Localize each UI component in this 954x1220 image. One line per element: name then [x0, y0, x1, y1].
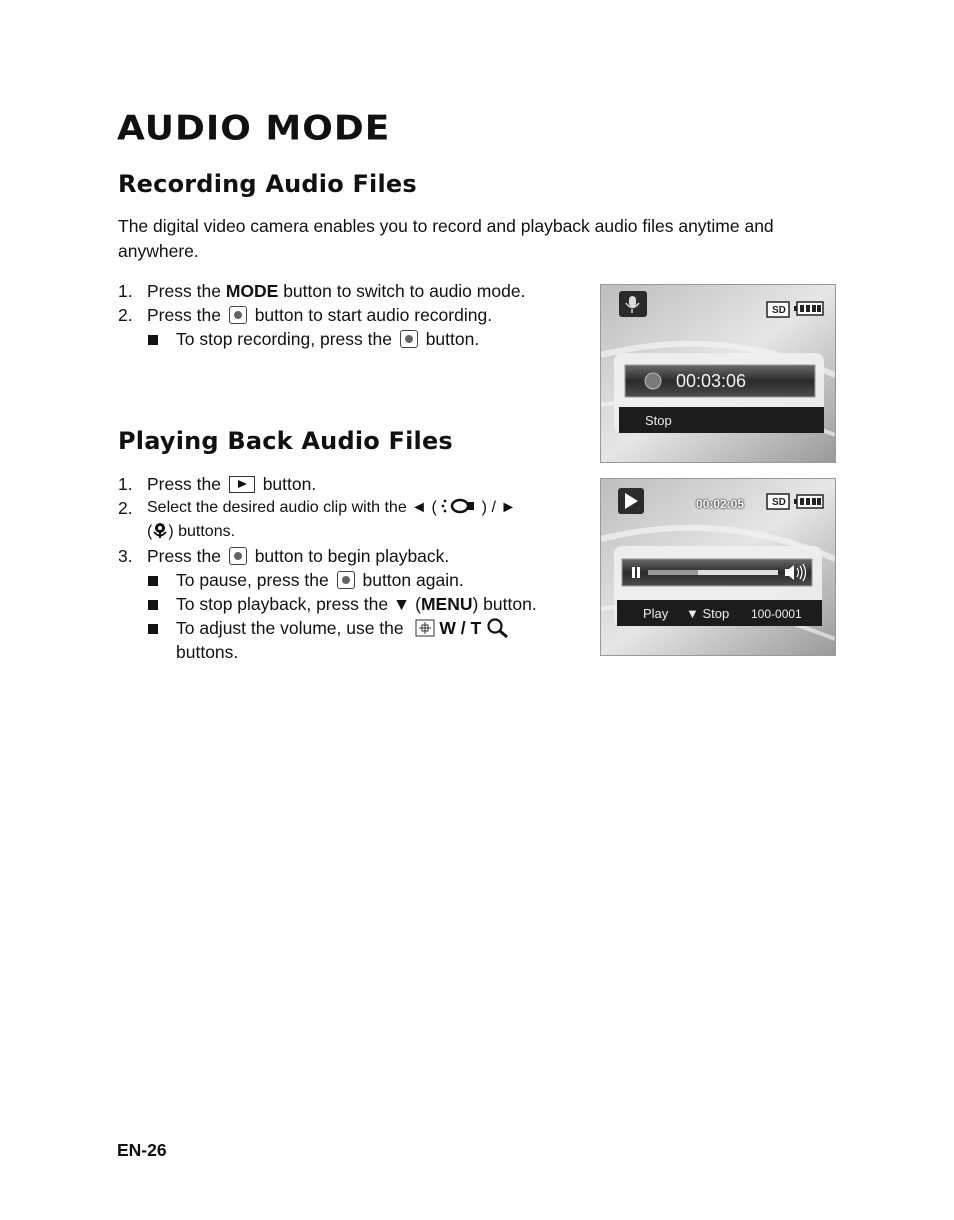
macro-flower-icon: [152, 522, 168, 538]
bullet-text-post: button.: [425, 329, 480, 349]
self-timer-icon: [441, 497, 477, 515]
file-number: 100-0001: [751, 607, 802, 621]
page-title: AUDIO MODE: [117, 109, 391, 148]
step-text-pre: Press the: [147, 305, 221, 325]
sd-card-label: SD: [772, 305, 786, 316]
bullet-pause: [118, 568, 568, 592]
step-number: 2.: [118, 305, 133, 325]
step-text-post: button.: [262, 474, 317, 494]
mode-label: MODE: [225, 281, 279, 301]
step-text-post: button to begin playback.: [254, 546, 450, 566]
step-text: [147, 303, 492, 327]
bullet-text: [176, 568, 464, 592]
step-2: [118, 303, 568, 327]
zoom-wide-icon: [415, 619, 435, 637]
bullet-stop-playback: [118, 592, 568, 616]
playback-screen: [600, 478, 836, 656]
step-text-pre: Press the: [147, 546, 221, 566]
play-label: Play: [643, 606, 669, 621]
bullet-text: [176, 616, 510, 640]
bullet-text-pre: To pause, press the: [176, 570, 329, 590]
section-heading-recording: Recording Audio Files: [118, 170, 417, 198]
section-heading-playback: Playing Back Audio Files: [118, 427, 453, 455]
bullet-square-icon: [148, 576, 158, 586]
step-1: [118, 472, 568, 496]
bullet-text-post: ) button.: [472, 594, 537, 614]
step-number: 1.: [118, 474, 133, 494]
recording-steps: [118, 279, 568, 351]
record-button-icon: [400, 330, 418, 348]
recording-time: 00:03:06: [676, 371, 747, 391]
sd-card-label: SD: [772, 497, 786, 508]
step-number: 2.: [118, 498, 133, 518]
bullet-text: [176, 327, 479, 351]
step-number: 1.: [118, 281, 133, 301]
bullet-text-pre: To adjust the volume, use the: [176, 618, 404, 638]
step-2-continued: [118, 520, 568, 544]
step-text-post: ) buttons.: [168, 523, 236, 540]
stop-label: ▼ Stop: [686, 606, 730, 621]
bullet-text: [176, 592, 537, 616]
step-text: [147, 544, 449, 568]
bullet-stop-recording: [118, 327, 568, 351]
step-text: [147, 496, 516, 520]
step-text: [147, 520, 235, 544]
step-text-pre: Press the: [147, 281, 221, 301]
bullet-text-pre: To stop recording, press the: [176, 329, 392, 349]
recording-screen: [600, 284, 836, 463]
step-text-end: ) / ►: [481, 499, 517, 516]
stop-label: Stop: [645, 413, 672, 428]
step-1: [118, 279, 568, 303]
ok-button-icon: [229, 547, 247, 565]
step-2: [118, 496, 568, 520]
page-number: EN-26: [117, 1140, 167, 1160]
bullet-text-pre: To stop playback, press the ▼ (: [176, 594, 421, 614]
bullet-volume: [118, 616, 568, 640]
playback-time: 00:02:05: [696, 497, 745, 511]
menu-label: MENU: [420, 594, 473, 614]
step-number: 3.: [118, 546, 133, 566]
step-text: [147, 279, 525, 303]
bullet-volume-continued: [118, 640, 568, 664]
bullet-square-icon: [148, 624, 158, 634]
bullet-square-icon: [148, 600, 158, 610]
record-button-icon: [229, 306, 247, 324]
playback-steps: [118, 472, 568, 664]
bullet-text-post: button again.: [362, 570, 464, 590]
paren-open: (: [147, 523, 153, 540]
bullet-text-cont: buttons.: [176, 642, 239, 662]
step-text: [147, 472, 316, 496]
step-text-pre: Press the: [147, 474, 221, 494]
step-text-post: button to switch to audio mode.: [283, 281, 526, 301]
ok-button-icon: [337, 571, 355, 589]
bullet-square-icon: [148, 335, 158, 345]
wt-label: W / T: [439, 618, 482, 638]
step-text-post: button to start audio recording.: [254, 305, 493, 325]
step-3: [118, 544, 568, 568]
zoom-tele-icon: [486, 617, 510, 639]
intro-paragraph: The digital video camera enables you to record and playback audio files anytime and anywhere.: [118, 216, 774, 261]
play-button-icon: [229, 476, 255, 493]
step-text-pre: Select the desired audio clip with the ◄ (: [147, 499, 437, 516]
